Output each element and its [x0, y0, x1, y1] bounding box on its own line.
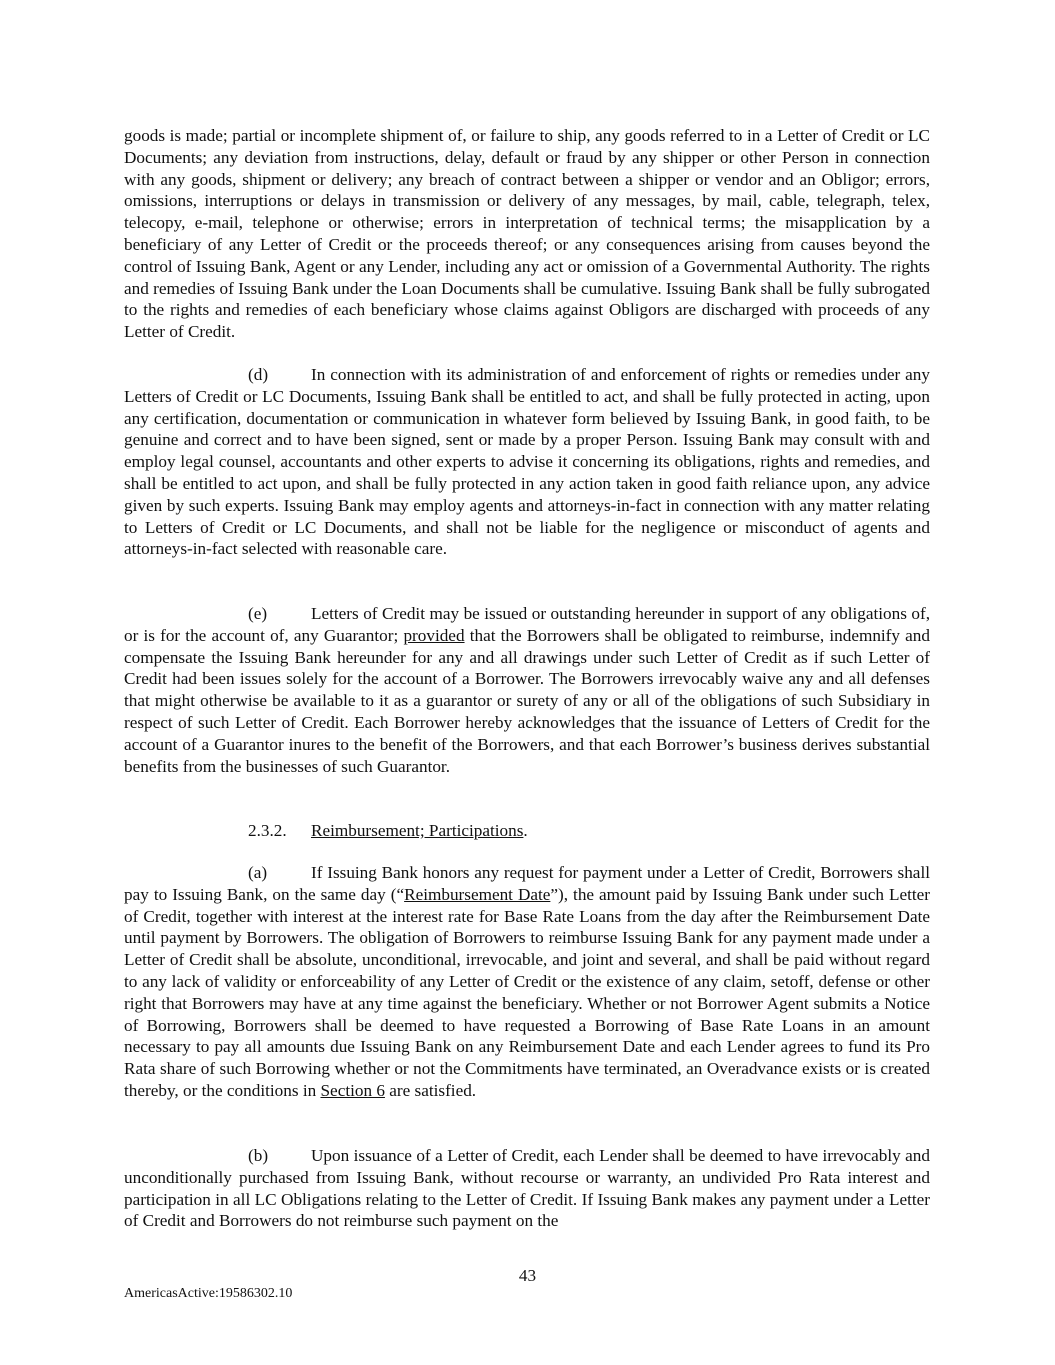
paragraph-e	[124, 603, 930, 777]
section-number: 2.3.2.	[248, 821, 287, 840]
defined-term: Reimbursement Date	[404, 884, 551, 904]
section-heading	[248, 820, 528, 842]
section-title-period: .	[523, 821, 528, 840]
paragraph-label: (b)	[248, 1146, 269, 1165]
paragraph-text: goods is made; partial or incomplete shipment of, or failure to ship, any goods referred to in a Letter of Credit or LC Documents; any deviation from instructions, delay, default or fraud by any shipper or other Person in connection with any goods, shipment or delivery; any breach of contract between a shipper or vendor and an Obligor; errors, omissions, interruptions or delays in transmission or delivery of any messages, by mail, cable, telegraph, telex, telecopy, e-mail, telephone or otherwise; errors in interpretation of technical terms; the misapplication by a beneficiary of any Letter of Credit or the proceeds thereof; or any consequences arising from causes beyond the control of Issuing Bank, Agent or any Lender, including any act or omission of a Governmental Authority. The rights and remedies of Issuing Bank under the Loan Documents shall be cumulative. Issuing Bank shall be fully subrogated to the rights and remedies of each beneficiary whose claims against Obligors are discharged with proceeds of any Letter of Credit.	[124, 126, 930, 342]
section-title: Reimbursement; Participations	[311, 821, 524, 840]
paragraph-text: that the Borrowers shall be obligated to reimburse, indemnify and compensate the Issuing Bank hereunder for any and all drawings under such Letter of Credit as if such Letter of Credit had been issues solely for the account of a Borrower. The Borrowers irrevocably waive any and all defenses that might otherwise be available to it as a guarantor or surety of any or all of the obligations of such Subsidiary in respect of such Letter of Credit. Each Borrower hereby acknowledges that the issuance of Letters of Credit for the account of a Guarantor inures to the benefit of the Borrowers, and that each Borrower’s business derives substantial benefits from the businesses of such Guarantor.	[124, 625, 930, 776]
paragraph-text: are satisfied.	[384, 1080, 477, 1100]
paragraph-text: In connection with its administration of and enforcement of rights or remedies under any Letters of Credit or LC Documents, Issuing Bank shall be entitled to act, and shall be fully protected in acting, upon any certification, documentation or communication in whatever form believed by Issuing Bank, in good faith, to be genuine and correct and to have been signed, sent or made by a proper Person. Issuing Bank may consult with and employ legal counsel, accountants and other experts to advise it concerning its obligations, rights and remedies, and shall be entitled to act upon, and shall be fully protected in any action taken in good faith reliance upon, any advice given by such experts. Issuing Bank may employ agents and attorneys-in-fact in connection with any matter relating to Letters of Credit or LC Documents, and shall not be liable for the negligence or misconduct of agents and attorneys-in-fact selected with reasonable care.	[124, 365, 930, 559]
paragraph-a	[124, 862, 930, 1102]
page-number: 43	[518, 1266, 537, 1285]
paragraph-label: (e)	[248, 604, 268, 623]
paragraph-text: If Issuing Bank honors any request for payment under a Letter of Credit, Borrowers shall pay to Issuing Bank, on the same day (“	[124, 863, 930, 904]
document-id: AmericasActive:19586302.10	[124, 1286, 293, 1301]
paragraph-c-continuation	[124, 125, 930, 343]
paragraph-text: Upon issuance of a Letter of Credit, each Lender shall be deemed to have irrevocably and unconditionally purchased from Issuing Bank, without recourse or warranty, an undivided Pro Rata interest and participation in all LC Obligations relating to the Letter of Credit. If Issuing Bank makes any payment under a Letter of Credit and Borrowers do not reimburse such payment on the	[124, 1146, 930, 1231]
paragraph-label: (d)	[248, 365, 269, 384]
paragraph-text: Letters of Credit may be issued or outstanding hereunder in support of any obligations of, or is for the account of, any Guarantor;	[124, 604, 930, 645]
paragraph-text: ”), the amount paid by Issuing Bank under such Letter of Credit, together with interest at the interest rate for Base Rate Loans from the day after the Reimbursement Date until payment by Borrowers. The obligation of Borrowers to reimburse Issuing Bank for any payment made under a Letter of Credit shall be absolute, unconditional, irrevocable, and joint and several, and shall be paid without regard to any lack of validity or enforceability of any Letter of Credit or the existence of any claim, setoff, defense or other right that Borrowers may have at any time against the beneficiary. Whether or not Borrower Agent submits a Notice of Borrowing, Borrowers shall be deemed to have requested a Borrowing of Base Rate Loans in an amount necessary to pay all amounts due Issuing Bank on any Reimbursement Date and each Lender agrees to fund its Pro Rata share of such Borrowing whether or not the Commitments have terminated, an Overadvance exists or is created thereby, or the conditions in	[124, 884, 930, 1100]
section-reference: Section 6	[320, 1080, 385, 1100]
paragraph-label: (a)	[248, 863, 268, 882]
underlined-term: provided	[403, 625, 465, 645]
paragraph-b	[124, 1145, 930, 1232]
paragraph-d	[124, 364, 930, 560]
